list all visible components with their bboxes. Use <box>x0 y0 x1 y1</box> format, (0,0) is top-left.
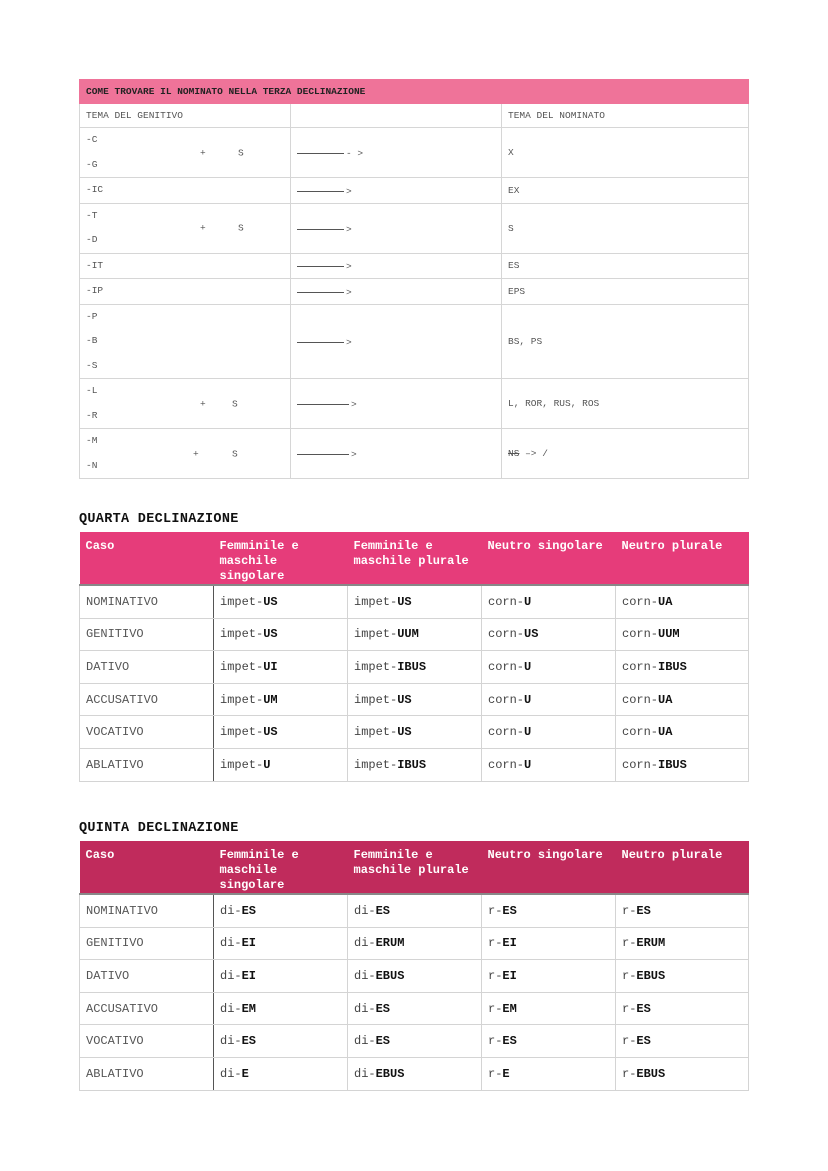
word-ending: US <box>263 627 278 642</box>
arrow-cell <box>291 203 502 253</box>
tema-nominato-cell <box>502 379 749 429</box>
word-ending: UI <box>263 659 278 674</box>
word-stem: di- <box>220 1001 242 1016</box>
caso-cell: NOMINATIVO <box>80 894 214 927</box>
tema-genitivo-cell <box>80 304 291 379</box>
tema-genitivo-cell <box>80 128 291 178</box>
form-cell <box>214 1057 348 1090</box>
word-stem: impet- <box>220 627 264 642</box>
word-stem: impet- <box>220 757 264 772</box>
arrow-head: > <box>346 185 352 197</box>
arrow-head: > <box>351 399 357 410</box>
word-ending: U <box>263 757 271 772</box>
genitivo-ending: -IC <box>86 184 104 195</box>
word-ending: ES <box>375 1001 391 1016</box>
header-neutro-plurale: Neutro plurale <box>616 532 749 585</box>
form-cell <box>482 716 616 749</box>
word-ending: ES <box>636 1034 651 1049</box>
genitivo-ending: -C <box>86 134 98 145</box>
word-ending: ES <box>375 1034 391 1049</box>
form-cell <box>482 960 616 993</box>
word-ending: U <box>524 725 532 740</box>
word-ending: IBUS <box>658 757 687 772</box>
header-fm-singolare: Femminile e maschile singolare <box>214 532 348 585</box>
genitivo-ending: -P <box>86 310 98 322</box>
tema-nominato-cell <box>502 429 749 479</box>
form-cell <box>214 960 348 993</box>
terza-row <box>80 203 749 253</box>
word-stem: impet- <box>354 594 398 609</box>
word-stem: di- <box>220 903 242 918</box>
declension-row <box>80 927 749 960</box>
nominato-ending: –> / <box>519 448 548 459</box>
arrow-right-icon <box>297 261 352 272</box>
arrow-right-icon <box>297 399 357 410</box>
tema-nominato-cell <box>502 128 749 178</box>
terza-row <box>80 279 749 305</box>
header-neutro-singolare: Neutro singolare <box>482 841 616 894</box>
declension-row <box>80 618 749 651</box>
form-cell <box>616 894 749 927</box>
declension-row <box>80 992 749 1025</box>
word-stem: di- <box>220 1034 242 1049</box>
arrow-cell <box>291 304 502 379</box>
word-ending: UUM <box>397 627 419 642</box>
word-ending: ES <box>636 903 651 918</box>
form-cell <box>616 927 749 960</box>
word-ending: EBUS <box>375 968 405 983</box>
nominato-ending: S <box>508 222 514 234</box>
word-ending: EI <box>241 936 257 951</box>
word-ending: U <box>524 692 532 707</box>
word-ending: U <box>524 757 532 772</box>
form-cell <box>214 1025 348 1058</box>
caso-cell: ACCUSATIVO <box>80 992 214 1025</box>
form-cell <box>348 585 482 618</box>
form-cell <box>214 585 348 618</box>
form-cell <box>214 992 348 1025</box>
word-stem: di- <box>220 1066 242 1081</box>
word-stem: corn- <box>488 594 525 609</box>
quarta-header-row <box>80 532 749 585</box>
form-cell <box>482 1057 616 1090</box>
word-stem: corn- <box>622 692 659 707</box>
arrow-head: > <box>351 449 357 460</box>
nominato-ending: ES <box>508 260 520 272</box>
genitivo-ending: -L <box>86 385 98 396</box>
arrow-cell <box>291 429 502 479</box>
word-ending: ES <box>375 903 391 918</box>
s-letter: S <box>232 398 238 409</box>
word-ending: U <box>524 594 532 609</box>
form-cell <box>616 960 749 993</box>
word-ending: UA <box>658 692 673 707</box>
arrow-right-icon <box>297 186 352 197</box>
tema-genitivo-cell <box>80 253 291 279</box>
word-stem: r- <box>622 1066 637 1081</box>
form-cell <box>616 748 749 781</box>
form-cell <box>482 618 616 651</box>
s-letter: S <box>238 222 244 234</box>
word-ending: UUM <box>658 627 680 642</box>
form-cell <box>214 618 348 651</box>
form-cell <box>482 992 616 1025</box>
word-stem: di- <box>354 968 376 983</box>
plus-sign: + <box>193 448 199 459</box>
tema-nominato-cell <box>502 178 749 204</box>
tema-genitivo-cell <box>80 429 291 479</box>
plus-sign: + <box>200 398 206 409</box>
word-ending: EM <box>502 1001 517 1016</box>
word-stem: r- <box>488 903 503 918</box>
tema-genitivo-cell <box>80 379 291 429</box>
form-cell <box>482 927 616 960</box>
caso-cell: ABLATIVO <box>80 748 214 781</box>
word-ending: IBUS <box>658 659 687 674</box>
header-caso: Caso <box>80 841 214 894</box>
declension-row <box>80 1025 749 1058</box>
word-ending: ES <box>502 1034 517 1049</box>
caso-cell: NOMINATIVO <box>80 585 214 618</box>
col-tema-nominato: TEMA DEL NOMINATO <box>502 104 749 128</box>
genitivo-ending: -D <box>86 234 98 245</box>
form-cell <box>348 618 482 651</box>
genitivo-ending: -N <box>86 459 98 471</box>
header-fm-plurale: Femminile e maschile plurale <box>348 532 482 585</box>
word-ending: ES <box>636 1001 651 1016</box>
form-cell <box>348 651 482 684</box>
word-ending: IBUS <box>397 757 427 772</box>
arrow-right-icon <box>297 337 352 348</box>
genitivo-ending: -G <box>86 158 98 170</box>
form-cell <box>348 960 482 993</box>
genitivo-ending: -S <box>86 359 98 371</box>
word-stem: impet- <box>354 757 398 772</box>
form-cell <box>214 927 348 960</box>
arrow-head: > <box>346 223 352 235</box>
arrow-cell <box>291 279 502 305</box>
word-stem: corn- <box>488 627 525 642</box>
declension-row <box>80 748 749 781</box>
genitivo-ending: -B <box>86 335 98 346</box>
arrow-cell <box>291 178 502 204</box>
form-cell <box>214 716 348 749</box>
header-neutro-plurale: Neutro plurale <box>616 841 749 894</box>
arrow-right-icon <box>297 224 352 235</box>
form-cell <box>482 683 616 716</box>
nominato-ending: BS, PS <box>508 335 543 347</box>
form-cell <box>482 651 616 684</box>
word-ending: ES <box>241 1034 257 1049</box>
arrow-head: - > <box>346 148 364 159</box>
word-ending: US <box>397 594 412 609</box>
tema-nominato-cell <box>502 253 749 279</box>
tema-nominato-cell <box>502 203 749 253</box>
terza-title: COME TROVARE IL NOMINATO NELLA TERZA DECLINAZIONE <box>80 80 749 104</box>
word-stem: di- <box>354 1034 376 1049</box>
terza-header-row <box>80 104 749 128</box>
word-ending: EBUS <box>375 1066 405 1081</box>
quarta-title: QUARTA DECLINAZIONE <box>79 512 239 527</box>
header-fm-plurale: Femminile e maschile plurale <box>348 841 482 894</box>
plus-sign: + <box>200 147 206 158</box>
word-ending: EI <box>502 968 517 983</box>
quinta-title: QUINTA DECLINAZIONE <box>79 821 239 836</box>
caso-cell: ABLATIVO <box>80 1057 214 1090</box>
word-stem: impet- <box>220 725 264 740</box>
form-cell <box>616 1025 749 1058</box>
word-ending: IBUS <box>397 659 427 674</box>
word-ending: US <box>524 627 539 642</box>
word-ending: EBUS <box>636 968 666 983</box>
word-stem: di- <box>354 903 376 918</box>
word-stem: r- <box>488 1034 503 1049</box>
tema-nominato-cell <box>502 279 749 305</box>
word-ending: US <box>263 594 278 609</box>
word-stem: corn- <box>622 627 659 642</box>
form-cell <box>482 894 616 927</box>
form-cell <box>616 585 749 618</box>
form-cell <box>348 748 482 781</box>
arrow-head: > <box>346 261 352 273</box>
form-cell <box>616 1057 749 1090</box>
s-letter: S <box>238 147 244 158</box>
word-ending: EM <box>241 1001 257 1016</box>
terza-row <box>80 128 749 178</box>
word-ending: E <box>241 1066 249 1081</box>
word-stem: impet- <box>354 692 398 707</box>
word-ending: US <box>397 725 412 740</box>
word-stem: di- <box>220 968 242 983</box>
word-stem: corn- <box>622 725 659 740</box>
header-neutro-singolare: Neutro singolare <box>482 532 616 585</box>
word-ending: ERUM <box>375 936 405 951</box>
arrow-right-icon <box>297 287 352 298</box>
word-ending: US <box>263 725 278 740</box>
word-stem: impet- <box>354 659 398 674</box>
form-cell <box>616 683 749 716</box>
arrow-head: > <box>346 336 352 348</box>
arrow-cell <box>291 253 502 279</box>
word-stem: r- <box>622 1001 637 1016</box>
declension-row <box>80 585 749 618</box>
word-stem: impet- <box>354 627 398 642</box>
arrow-right-icon <box>297 449 357 460</box>
genitivo-ending: -IT <box>86 259 104 271</box>
word-stem: r- <box>622 1034 637 1049</box>
arrow-right-icon <box>297 148 363 159</box>
terza-row <box>80 429 749 479</box>
declension-row <box>80 960 749 993</box>
word-ending: UA <box>658 594 673 609</box>
word-ending: ES <box>241 903 257 918</box>
word-stem: r- <box>488 1066 503 1081</box>
form-cell <box>616 618 749 651</box>
caso-cell: DATIVO <box>80 960 214 993</box>
header-fm-singolare: Femminile e maschile singolare <box>214 841 348 894</box>
plus-sign: + <box>200 222 206 234</box>
word-stem: corn- <box>488 692 525 707</box>
word-stem: r- <box>488 1001 503 1016</box>
genitivo-ending: -T <box>86 209 98 221</box>
form-cell <box>348 1025 482 1058</box>
word-stem: impet- <box>354 725 398 740</box>
form-cell <box>348 992 482 1025</box>
caso-cell: VOCATIVO <box>80 1025 214 1058</box>
s-letter: S <box>232 448 238 459</box>
declension-row <box>80 651 749 684</box>
word-stem: impet- <box>220 692 264 707</box>
word-ending: EI <box>502 936 517 951</box>
nominato-ending: L, ROR, RUS, ROS <box>508 398 600 409</box>
form-cell <box>482 585 616 618</box>
word-stem: di- <box>354 1066 376 1081</box>
word-stem: corn- <box>622 594 659 609</box>
word-stem: corn- <box>488 757 525 772</box>
terza-row <box>80 178 749 204</box>
word-stem: corn- <box>622 659 659 674</box>
terza-row <box>80 304 749 379</box>
form-cell <box>348 683 482 716</box>
word-stem: r- <box>622 936 637 951</box>
tema-nominato-cell <box>502 304 749 379</box>
form-cell <box>616 651 749 684</box>
genitivo-ending: -M <box>86 435 98 446</box>
col-empty <box>291 104 502 128</box>
form-cell <box>214 894 348 927</box>
word-ending: ERUM <box>636 936 666 951</box>
declension-row <box>80 683 749 716</box>
form-cell <box>214 651 348 684</box>
arrow-cell <box>291 379 502 429</box>
nominato-ending: EX <box>508 184 520 196</box>
declension-row <box>80 716 749 749</box>
word-stem: di- <box>354 936 376 951</box>
declension-row <box>80 1057 749 1090</box>
tema-genitivo-cell <box>80 279 291 305</box>
genitivo-ending: -IP <box>86 285 104 296</box>
form-cell <box>348 716 482 749</box>
word-ending: UM <box>263 692 278 707</box>
word-ending: UA <box>658 725 673 740</box>
declension-row <box>80 894 749 927</box>
arrow-cell <box>291 128 502 178</box>
word-stem: impet- <box>220 594 264 609</box>
word-ending: E <box>502 1066 510 1081</box>
form-cell <box>482 748 616 781</box>
caso-cell: DATIVO <box>80 651 214 684</box>
form-cell <box>348 1057 482 1090</box>
quinta-declinazione-table <box>79 841 749 1091</box>
word-stem: r- <box>622 968 637 983</box>
word-stem: corn- <box>622 757 659 772</box>
word-stem: di- <box>220 936 242 951</box>
word-stem: corn- <box>488 725 525 740</box>
caso-cell: VOCATIVO <box>80 716 214 749</box>
form-cell <box>214 748 348 781</box>
word-stem: r- <box>622 903 637 918</box>
word-stem: r- <box>488 936 503 951</box>
word-stem: impet- <box>220 659 264 674</box>
tema-genitivo-cell <box>80 178 291 204</box>
quarta-declinazione-table <box>79 532 749 782</box>
quinta-header-row <box>80 841 749 894</box>
word-ending: ES <box>502 903 517 918</box>
col-tema-genitivo: TEMA DEL GENITIVO <box>80 104 291 128</box>
form-cell <box>348 927 482 960</box>
caso-cell: ACCUSATIVO <box>80 683 214 716</box>
form-cell <box>616 716 749 749</box>
terza-title-row <box>80 80 749 104</box>
form-cell <box>214 683 348 716</box>
word-ending: EI <box>241 968 257 983</box>
caso-cell: GENITIVO <box>80 618 214 651</box>
word-stem: di- <box>354 1001 376 1016</box>
word-stem: corn- <box>488 659 525 674</box>
word-ending: US <box>397 692 412 707</box>
nominato-ending: EPS <box>508 285 526 297</box>
arrow-head: > <box>346 286 352 298</box>
form-cell <box>482 1025 616 1058</box>
form-cell <box>616 992 749 1025</box>
nominato-ending: X <box>508 147 514 158</box>
header-caso: Caso <box>80 532 214 585</box>
genitivo-ending: -R <box>86 409 98 421</box>
form-cell <box>348 894 482 927</box>
caso-cell: GENITIVO <box>80 927 214 960</box>
terza-row <box>80 253 749 279</box>
tema-genitivo-cell <box>80 203 291 253</box>
word-stem: r- <box>488 968 503 983</box>
terza-declinazione-table <box>79 79 749 479</box>
nominato-struck: NS <box>508 448 520 459</box>
word-ending: EBUS <box>636 1066 666 1081</box>
word-ending: U <box>524 659 532 674</box>
terza-row <box>80 379 749 429</box>
